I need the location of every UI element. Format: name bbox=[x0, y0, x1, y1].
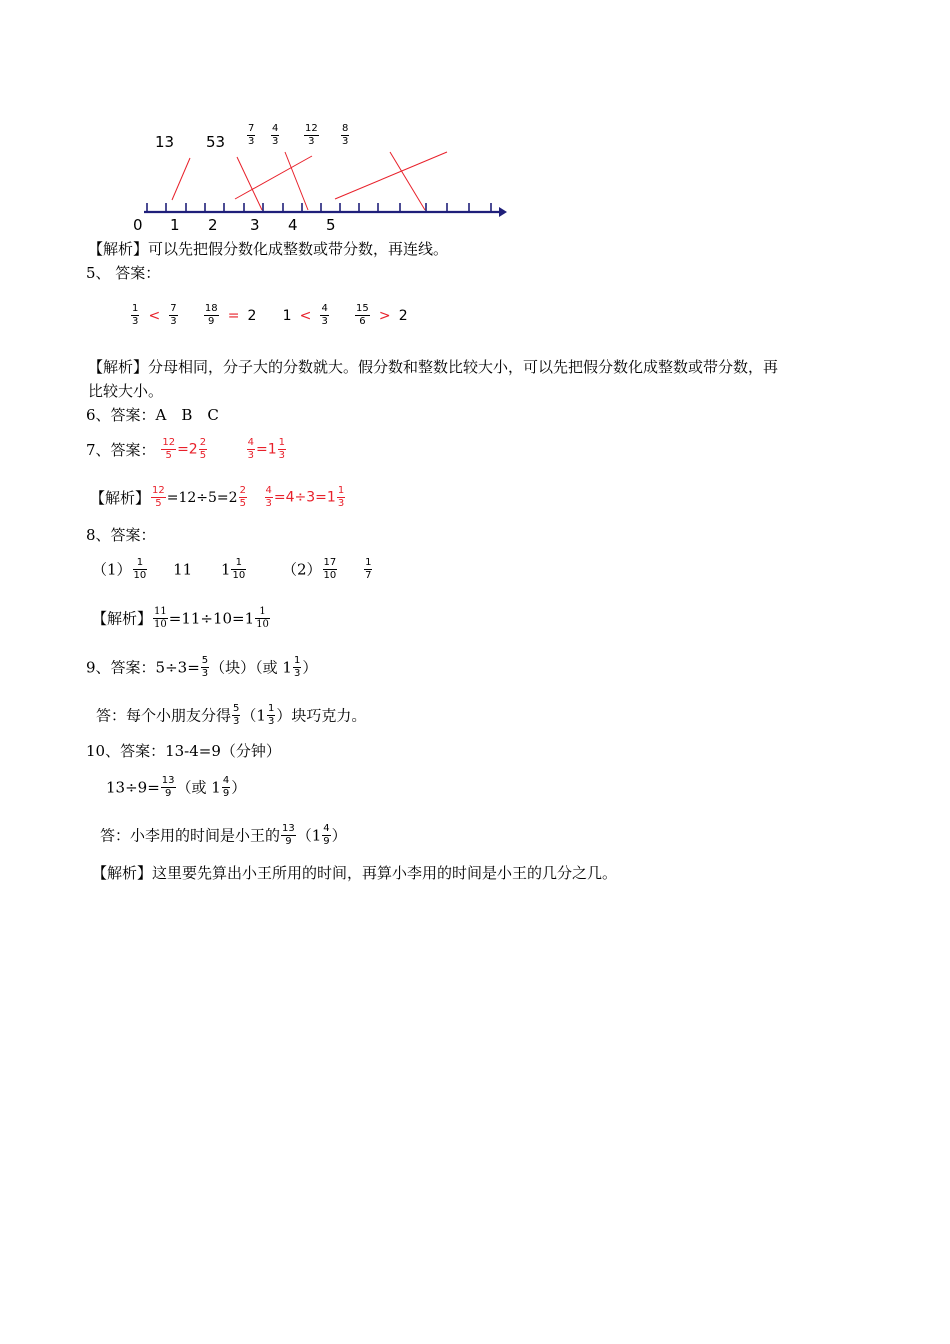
compare-sign: = bbox=[227, 307, 240, 324]
fraction: $\frac{15}{6}$ bbox=[356, 303, 369, 327]
q7-answer: 7、答案： $\frac{12}{5}$ =2 $\frac{2}{5}$ $\frac{4}{3}$ =1 $\frac{1}{3}$ bbox=[86, 437, 286, 461]
fraction: $\frac{7}{3}$ bbox=[170, 303, 177, 327]
connector-line bbox=[335, 152, 447, 199]
compare-sign: > bbox=[378, 307, 391, 324]
axis-label-5: 5 bbox=[326, 216, 336, 234]
q4-frac-7-3: $\frac{7}{3}$ bbox=[248, 123, 255, 147]
connector-lines bbox=[172, 152, 447, 210]
q5-comparisons: $\frac{1}{3}$ < $\frac{7}{3}$ $\frac{18}{9}$ = 2 1 < $\frac{4}{3}$ $\frac{15}{6}$ > 2 bbox=[132, 303, 408, 327]
q8-heading: 8、答案： bbox=[86, 526, 156, 544]
q5-analysis-line2: 比较大小。 bbox=[88, 382, 164, 400]
q6-answer: 6、答案：A B C bbox=[86, 406, 219, 424]
number-line-diagram bbox=[0, 0, 950, 240]
q4-frac-8-3: $\frac{8}{3}$ bbox=[342, 123, 349, 147]
compare-sign: < bbox=[148, 307, 161, 324]
axis-label-2: 2 bbox=[208, 216, 218, 234]
q10-heading: 10、答案：13-4=9（分钟） bbox=[86, 742, 281, 760]
axis-label-4: 4 bbox=[288, 216, 298, 234]
q5-heading: 5、 答案： bbox=[86, 264, 161, 282]
connector-line bbox=[237, 157, 262, 210]
q4-label-13: 13 bbox=[155, 133, 175, 151]
fraction: $\frac{18}{9}$ bbox=[204, 303, 218, 327]
q8-analysis: 【解析】 $\frac{11}{10}$ =11÷10=1 $\frac{1}{10}$ bbox=[92, 606, 269, 630]
q8-answers: （1） $\frac{1}{10}$ 11 1 $\frac{1}{10}$ （2） $\frac{17}{10}$ $\frac{1}{7}$ bbox=[92, 557, 372, 581]
compare-sign: < bbox=[299, 307, 312, 324]
q10-analysis: 【解析】这里要先算出小王所用的时间，再算小李用的时间是小王的几分之几。 bbox=[92, 864, 618, 882]
q4-analysis: 【解析】可以先把假分数化成整数或带分数，再连线。 bbox=[88, 240, 449, 258]
q10-conclusion: 答：小李用的时间是小王的 $\frac{13}{9}$ （1 $\frac{4}{9}$ ） bbox=[100, 823, 347, 847]
fraction: $\frac{4}{3}$ bbox=[321, 303, 328, 327]
q9-answer: 9、答案：5÷3= $\frac{5}{3}$ （块）（或 1 $\frac{1}{3}$ ） bbox=[86, 655, 318, 679]
connector-line bbox=[172, 158, 190, 200]
q4-frac-12-3: $\frac{12}{3}$ bbox=[305, 123, 318, 147]
q10-calc: 13÷9= $\frac{13}{9}$ （或 1 $\frac{4}{9}$ ） bbox=[106, 775, 247, 799]
q7-analysis: 【解析】 $\frac{12}{5}$ =12÷5=2 $\frac{2}{5}$ $\frac{4}{3}$ =4÷3=1 $\frac{1}{3}$ bbox=[90, 485, 345, 509]
q9-conclusion: 答：每个小朋友分得 $\frac{5}{3}$ （1 $\frac{1}{3}$ ）块巧克力。 bbox=[96, 703, 367, 727]
q4-frac-4-3: $\frac{4}{3}$ bbox=[272, 123, 279, 147]
axis-label-1: 1 bbox=[170, 216, 180, 234]
q4-label-53: 53 bbox=[206, 133, 226, 151]
fraction: $\frac{1}{3}$ bbox=[132, 303, 139, 327]
q5-analysis-line1: 【解析】分母相同，分子大的分数就大。假分数和整数比较大小，可以先把假分数化成整数或带分数，再 bbox=[88, 358, 779, 376]
axis-label-3: 3 bbox=[250, 216, 260, 234]
axis-arrow bbox=[499, 207, 507, 217]
axis-ticks bbox=[147, 203, 491, 212]
connector-line bbox=[390, 152, 425, 210]
axis-label-0: 0 bbox=[133, 216, 143, 234]
